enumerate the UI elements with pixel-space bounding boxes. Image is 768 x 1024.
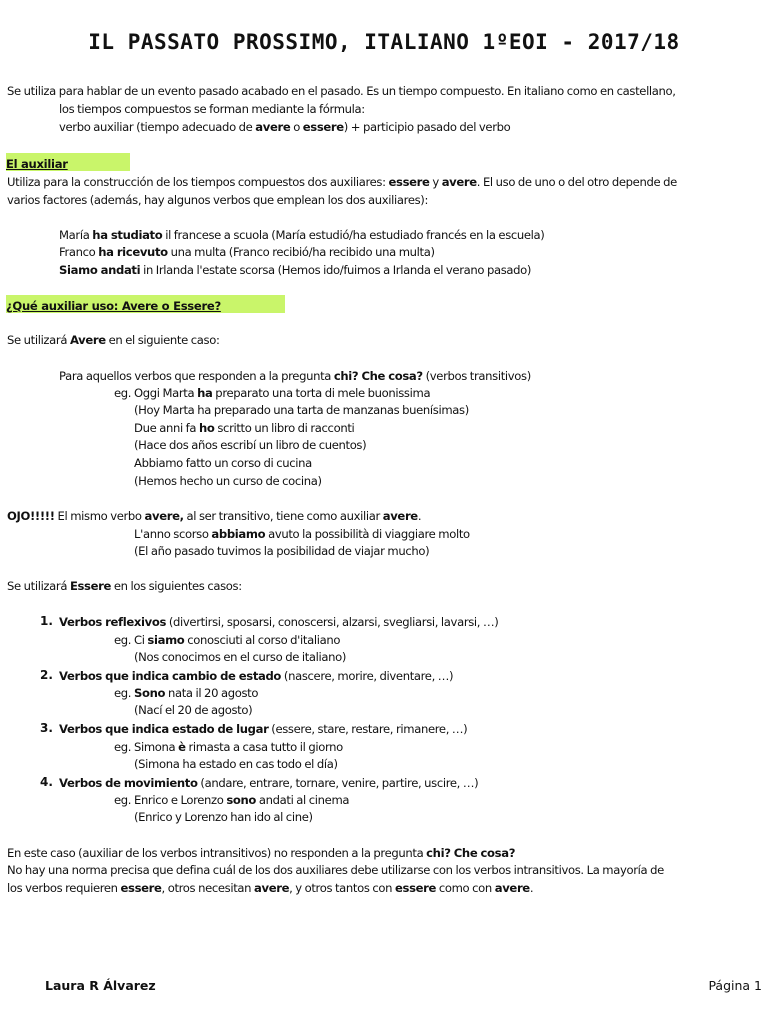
avere-example-2-translation: (Hace dos años escribí un libro de cuentos) bbox=[134, 438, 367, 452]
section-heading-auxiliar: El auxiliar bbox=[6, 153, 130, 171]
case-example: eg. Ci siamo conosciuti al corso d'italiano bbox=[114, 633, 341, 647]
case-translation: (Nos conocimos en el curso de italiano) bbox=[134, 650, 347, 664]
aux-line-1: Utiliza para la construcción de los tiempos compuestos dos auxiliares: essere y avere. El uso de uno o del otro depende de bbox=[7, 175, 677, 189]
case-number: 2. bbox=[40, 668, 53, 682]
case-example: eg. Enrico e Lorenzo sono andati al cinema bbox=[114, 793, 350, 807]
intro-line-1: Se utiliza para hablar de un evento pasado acabado en el pasado. Es un tiempo compuesto. En italiano como en castellano, bbox=[7, 84, 676, 98]
intro-line-3: verbo auxiliar (tiempo adecuado de avere o essere) + participio pasado del verbo bbox=[59, 120, 511, 134]
closing-line-2: No hay una norma precisa que defina cuál de los dos auxiliares debe utilizarse con los verbos intransitivos. La mayoría de bbox=[7, 863, 664, 877]
page-title: IL PASSATO PROSSIMO, ITALIANO 1ºEOI - 2017/18 bbox=[88, 30, 680, 54]
footer-author: Laura R Álvarez bbox=[45, 978, 156, 993]
closing-line-3: los verbos requieren essere, otros necesitan avere, y otros tantos con essere como con avere. bbox=[7, 881, 534, 895]
ojo-note: OJO!!!!! El mismo verbo avere, al ser transitivo, tiene como auxiliar avere. bbox=[7, 509, 422, 523]
case-translation: (Nací el 20 de agosto) bbox=[134, 703, 253, 717]
footer-page-number: Página 1 bbox=[708, 978, 762, 993]
case-example: eg. Sono nata il 20 agosto bbox=[114, 686, 259, 700]
ojo-example: L'anno scorso abbiamo avuto la possibilità di viaggiare molto bbox=[134, 527, 470, 541]
aux-example-1: María ha studiato il francese a scuola (María estudió/ha estudiado francés en la escuela) bbox=[59, 228, 545, 242]
ojo-example-translation: (El año pasado tuvimos la posibilidad de viajar mucho) bbox=[134, 544, 430, 558]
avere-example-1-translation: (Hoy Marta ha preparado una tarta de manzanas buenísimas) bbox=[134, 403, 469, 417]
transitive-rule: Para aquellos verbos que responden a la pregunta chi? Che cosa? (verbos transitivos) bbox=[59, 369, 531, 383]
aux-example-3: Siamo andati in Irlanda l'estate scorsa (Hemos ido/fuimos a Irlanda el verano pasado) bbox=[59, 263, 532, 277]
avere-example-1: eg. Oggi Marta ha preparato una torta di mele buonissima bbox=[114, 386, 431, 400]
case-number: 3. bbox=[40, 721, 53, 735]
closing-line-1: En este caso (auxiliar de los verbos intransitivos) no responden a la pregunta chi? Che cosa? bbox=[7, 846, 516, 860]
case-translation: (Simona ha estado en cas todo el día) bbox=[134, 757, 338, 771]
essere-intro: Se utilizará Essere en los siguientes casos: bbox=[7, 579, 242, 593]
avere-example-3-translation: (Hemos hecho un curso de cocina) bbox=[134, 474, 322, 488]
case-title: Verbos que indica estado de lugar (essere, stare, restare, rimanere, …) bbox=[59, 722, 468, 736]
avere-intro: Se utilizará Avere en el siguiente caso: bbox=[7, 333, 220, 347]
case-translation: (Enrico y Lorenzo han ido al cine) bbox=[134, 810, 313, 824]
case-number: 4. bbox=[40, 775, 53, 789]
intro-line-2: los tiempos compuestos se forman mediante la fórmula: bbox=[59, 102, 365, 116]
aux-line-2: varios factores (además, hay algunos verbos que emplean los dos auxiliares): bbox=[7, 193, 429, 207]
section-heading-which: ¿Qué auxiliar uso: Avere o Essere? bbox=[6, 295, 285, 313]
case-example: eg. Simona è rimasta a casa tutto il giorno bbox=[114, 740, 343, 754]
case-title: Verbos de movimiento (andare, entrare, tornare, venire, partire, uscire, …) bbox=[59, 776, 479, 790]
avere-example-3: Abbiamo fatto un corso di cucina bbox=[134, 456, 312, 470]
case-number: 1. bbox=[40, 614, 53, 628]
case-title: Verbos reflexivos (divertirsi, sposarsi, conoscersi, alzarsi, svegliarsi, lavarsi, …) bbox=[59, 615, 499, 629]
aux-example-2: Franco ha ricevuto una multa (Franco recibió/ha recibido una multa) bbox=[59, 245, 435, 259]
avere-example-2: Due anni fa ho scritto un libro di racconti bbox=[134, 421, 355, 435]
case-title: Verbos que indica cambio de estado (nascere, morire, diventare, …) bbox=[59, 669, 454, 683]
